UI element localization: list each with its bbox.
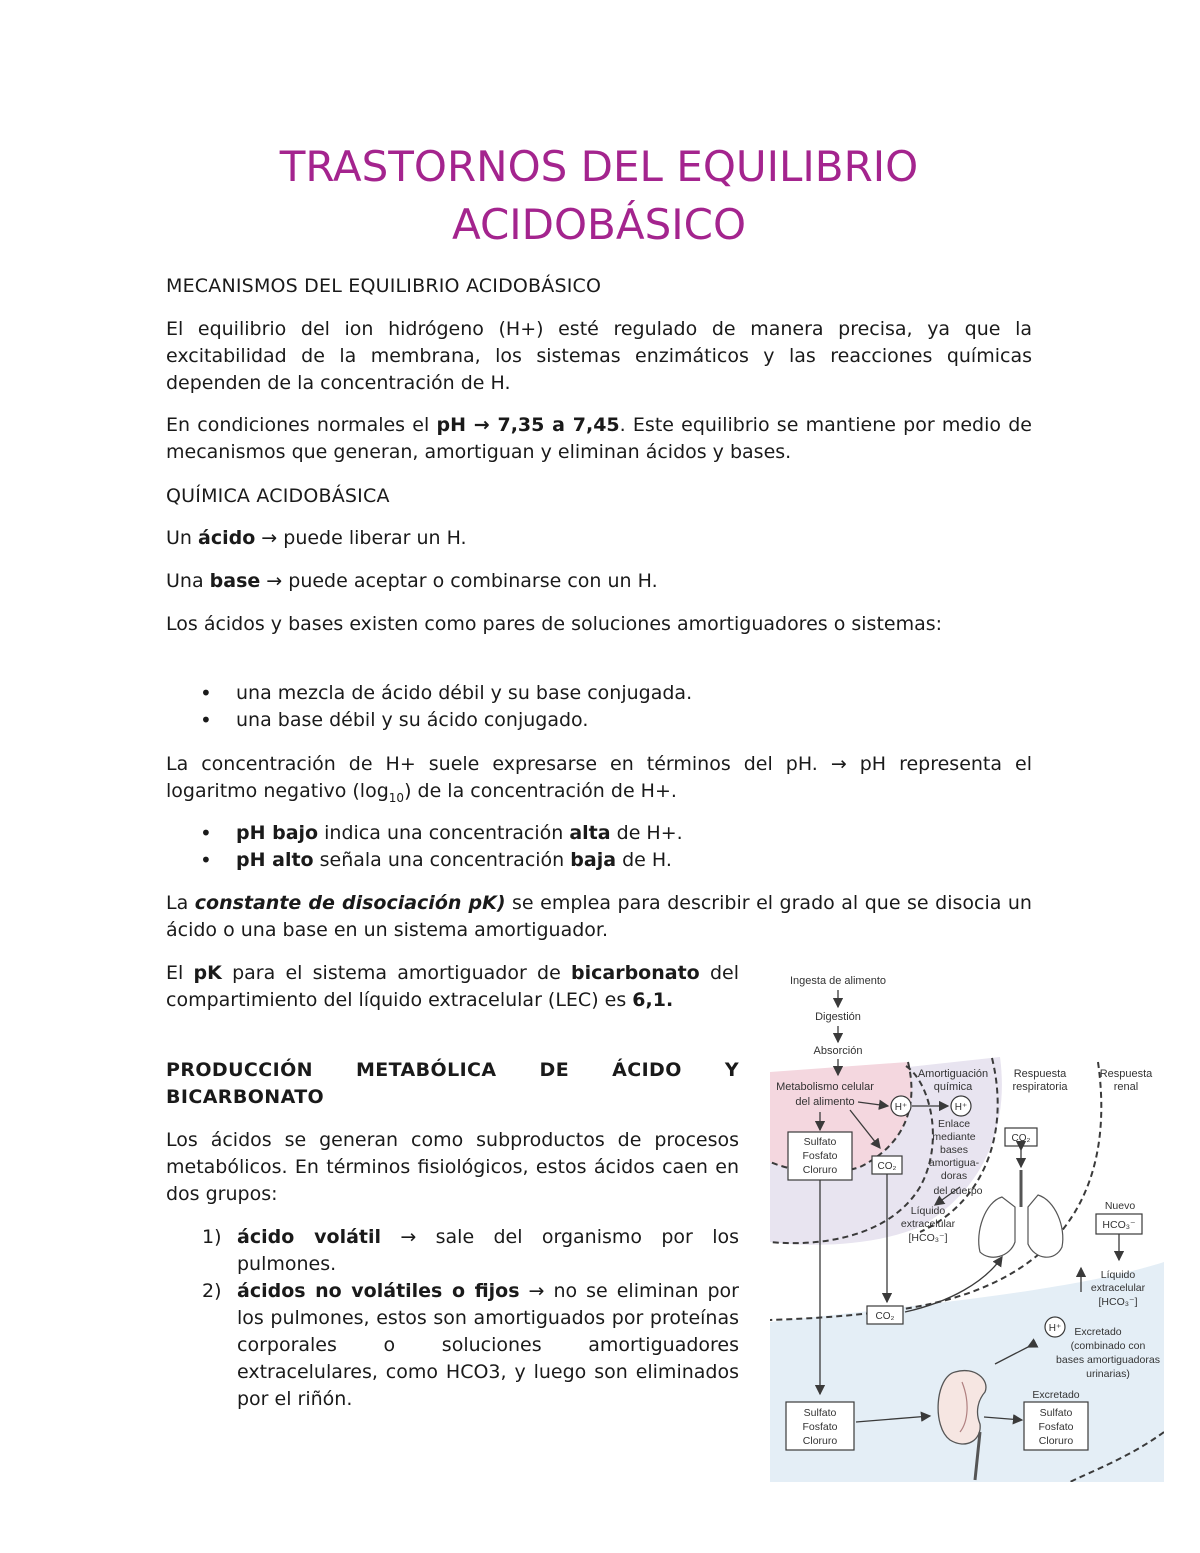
label-fosfato-bl: Fosfato (802, 1421, 838, 1433)
title-line-2: ACIDOBÁSICO (451, 200, 747, 249)
list-item: • una mezcla de ácido débil y su base conjugada. (166, 680, 1032, 707)
label-hco3-renal: [HCO₃⁻] (1098, 1296, 1138, 1308)
label-enlace-4: amortigua- (928, 1157, 980, 1169)
label-excretado: Excretado (1032, 1389, 1080, 1401)
label-sulfato-bl: Sulfato (803, 1407, 837, 1419)
label-ingesta: Ingesta de alimento (789, 975, 887, 987)
section-heading-quimica: QUÍMICA ACIDOBÁSICA (166, 485, 390, 507)
document-title (166, 138, 1032, 254)
label-hco3-inner: [HCO₃⁻] (908, 1232, 948, 1244)
label-fosfato-br: Fosfato (1038, 1421, 1074, 1433)
label-amortiguacion-1: Amortiguación (917, 1068, 989, 1080)
label-cloruro-top: Cloruro (802, 1164, 838, 1176)
label-sulfato-top: Sulfato (803, 1136, 837, 1148)
label-excretado-h: Excretado (1074, 1326, 1122, 1338)
paragraph-acido: Un ácido → puede liberar un H. (166, 527, 467, 549)
bullet-list-sistemas (166, 680, 1032, 734)
label-liquido-inner-1: Líquido (910, 1205, 946, 1217)
section-heading-produccion: PRODUCCIÓN METABÓLICA DE ÁCIDO Y BICARBONATO (166, 1059, 739, 1108)
label-co2-bottom: CO₂ (875, 1311, 895, 1322)
label-hplus-2: H⁺ (954, 1102, 968, 1113)
label-liquido-renal-2: extracelular (1090, 1282, 1146, 1294)
label-metabolismo-2: del alimento (795, 1096, 855, 1108)
label-enlace-3: bases (939, 1144, 969, 1156)
label-hplus-excretado: H⁺ (1048, 1323, 1062, 1334)
label-metabolismo-1: Metabolismo celular (776, 1081, 874, 1093)
label-combinado-1: (combinado con (1070, 1340, 1146, 1352)
label-combinado-2: bases amortiguadoras (1056, 1354, 1160, 1366)
label-cloruro-br: Cloruro (1038, 1435, 1074, 1447)
title-line-1: TRASTORNOS DEL EQUILIBRIO (279, 142, 919, 191)
paragraph-pares: Los ácidos y bases existen como pares de soluciones amortiguadores o sistemas: (166, 613, 943, 635)
paragraph-ph-normal: En condiciones normales el pH → 7,35 a 7,45. Este equilibrio se mantiene por medio de mecanismos que generan, amortiguan y eliminan ácidos y bases. (166, 414, 1032, 463)
list-item: • una base débil y su ácido conjugado. (166, 707, 1032, 734)
paragraph-pk: La constante de disociación pK) se emplea para describir el grado al que se disocia un ácido o una base en un sistema amortiguador. (166, 892, 1032, 941)
label-enlace-2: mediante (932, 1131, 976, 1143)
label-combinado-3: urinarias) (1086, 1368, 1130, 1380)
list-item: • pH bajo indica una concentración alta de H+. (166, 820, 1032, 847)
section-heading-mecanismos: MECANISMOS DEL EQUILIBRIO ACIDOBÁSICO (166, 275, 602, 297)
label-sulfato-br: Sulfato (1039, 1407, 1073, 1419)
list-item: 2) ácidos no volátiles o fijos → no se eliminan por los pulmones, estos son amortiguados por proteínas corporales o soluciones amortiguadores extracelulares, como HCO3, y luego son eliminados por el riñón. (202, 1280, 739, 1410)
label-enlace-5: doras (940, 1170, 968, 1182)
paragraph-acidos-generan: Los ácidos se generan como subproductos de procesos metabólicos. En términos fisiológicos, estos ácidos caen en dos grupos: (166, 1129, 739, 1205)
paragraph-equilibrio: El equilibrio del ion hidrógeno (H+) esté regulado de manera precisa, ya que la excitabilidad de la membrana, los sistemas enzimáticos y las reacciones químicas dependen de la concentración de H. (166, 318, 1032, 394)
paragraph-bicarbonato: El pK para el sistema amortiguador de bicarbonato del compartimiento del líquido extracelular (LEC) es 6,1. (166, 962, 739, 1011)
label-amortiguacion-2: química (933, 1081, 973, 1093)
label-co2-inner: CO₂ (877, 1161, 897, 1172)
label-enlace-1: Enlace (937, 1118, 971, 1130)
label-hco3-nuevo: HCO₃⁻ (1102, 1219, 1136, 1231)
label-liquido-renal-1: Líquido (1100, 1269, 1136, 1281)
lung-right (1028, 1195, 1063, 1257)
label-respuesta-respiratoria-1: Respuesta (1013, 1068, 1067, 1080)
paragraph-concentracion: La concentración de H+ suele expresarse en términos del pH. → pH representa el logaritmo negativo $(\log_{10})$ de la concentración de H+. (166, 753, 1032, 805)
list-item: • pH alto señala una concentración baja de H. (166, 847, 1032, 874)
list-item: 1) ácido volátil → sale del organismo por los pulmones. (202, 1226, 739, 1275)
label-co2-resp: CO₂ (1011, 1133, 1031, 1144)
paragraph-base: Una base → puede aceptar o combinarse con un H. (166, 570, 658, 592)
label-fosfato-top: Fosfato (802, 1150, 838, 1162)
label-respuesta-renal-2: renal (1113, 1081, 1139, 1093)
ph-range: pH → 7,35 a 7,45 (436, 414, 620, 436)
lung-left (979, 1197, 1015, 1257)
bullet-list-ph (166, 820, 1032, 874)
label-cloruro-bl: Cloruro (802, 1435, 838, 1447)
label-liquido-inner-2: extracelular (900, 1218, 956, 1230)
label-respuesta-renal-1: Respuesta (1099, 1068, 1153, 1080)
acid-base-diagram (770, 962, 1164, 1482)
label-absorcion: Absorción (813, 1045, 863, 1057)
label-digestion: Digestión (815, 1011, 861, 1023)
numbered-list-acidos (166, 1224, 739, 1413)
label-respuesta-respiratoria-2: respiratoria (1012, 1081, 1068, 1093)
label-enlace-6: del cuerpo (933, 1185, 983, 1197)
label-nuevo: Nuevo (1104, 1200, 1136, 1212)
label-hplus-1: H⁺ (894, 1102, 908, 1113)
